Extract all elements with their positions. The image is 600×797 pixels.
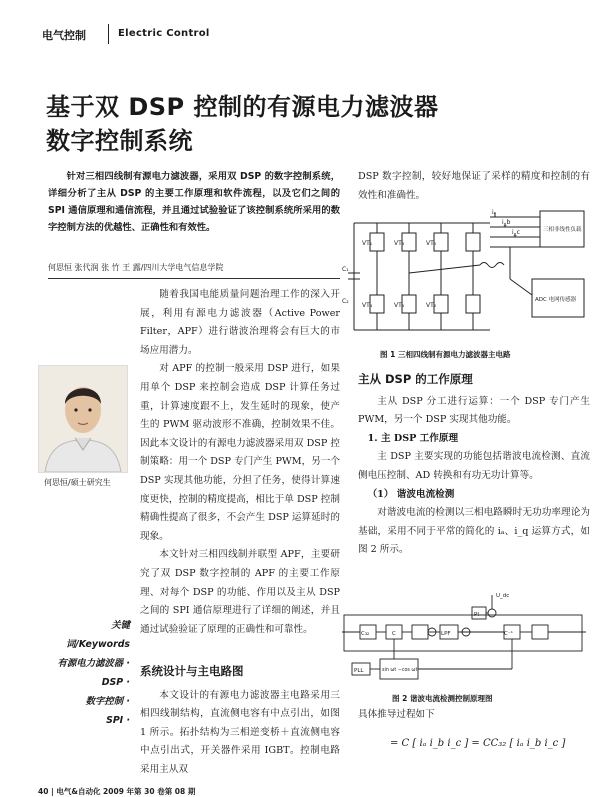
header-divider [108,24,109,44]
label-cinv: C⁻¹ [504,631,513,637]
abstract: 针对三相四线制有源电力滤波器，采用双 DSP 的数字控制系统，详细分析了主从 DSP 的主要工作原理和软件流程，以及它们之间的 SPI 通信原理和通信流程，并且通过试验验证了该控制系统所采用的数字控制方法的优越性、正确性和有效性。 [48,171,340,233]
label-c32: C₃₂ [361,631,370,637]
svg-text:VT₆: VT₆ [394,302,405,309]
label-udc: U_dc [496,593,510,599]
title-line-1: 基于双 DSP 控制的有源电力滤波器 [46,93,439,121]
paragraph: 随着我国电能质量问题治理工作的深入开展，利用有源电力滤波器（Active Power Filter，APF）进行谐波治理将会有巨大的市场应用潜力。 [140,289,340,356]
svg-text:VT₂: VT₂ [426,302,437,309]
label-c: C [392,631,396,637]
section-heading: 主从 DSP 的工作原理 [358,372,473,386]
svg-text:VT₄: VT₄ [362,302,373,309]
paragraph: 主 DSP 主要实现的功能包括谐波电流检测、直流侧电压控制、AD 转换和有功无功计算等。 [358,451,590,481]
label-ia: iₐ [492,209,497,216]
author-rule [48,278,340,279]
paragraph: 本文针对三相四线制并联型 APF，主要研究了双 DSP 数字控制的 APF 的主要工作原理、对每个 DSP 的功能、作用以及主从 DSP 之间的 SPI 通信原理进行了详细的阐述，并且通过试验验证了原理的正确性和可靠性。 [140,549,340,635]
svg-text:VT₃: VT₃ [394,240,405,247]
svg-text:C₁: C₁ [342,266,349,273]
figure-2-caption: 图 2 谐波电流检测控制原理图 [392,694,493,703]
keyword-item: 数字控制 · [85,696,130,707]
intro-body [140,286,340,639]
equation-matrix: = C [ iₐ i_b i_c ] = CC₃₂ [ iₐ i_b i_c ] [390,738,566,749]
section-heading: 系统设计与主电路图 [140,664,244,678]
label-pi: PI [474,612,479,618]
paragraph: 主从 DSP 分工进行运算：一个 DSP 专门产生 PWM，另一个 DSP 实现其他功能。 [358,395,590,426]
col2-principle [358,370,590,560]
svg-text:VT₁: VT₁ [362,240,373,247]
label-lpf: LPF [441,631,451,637]
section-category-en: Electric Control [118,28,210,39]
keyword-item: SPI · [106,715,130,726]
paragraph: 具体推导过程如下 [358,709,435,720]
col2-intro [358,168,590,205]
subheading: 1. 主 DSP 工作原理 [367,432,459,444]
label-sincos: sin ωt −cos ωt [382,668,418,673]
figure-1-caption: 图 1 三相四线制有源电力滤波器主电路 [380,350,511,359]
figure-1-circuit [340,205,590,340]
keywords-label: 关键词/Keywords [65,620,130,650]
keyword-item: 有源电力滤波器 · [57,658,130,669]
figure-2-block-diagram [340,585,590,685]
paragraph: 对谐波电流的检测以三相电路瞬时无功功率理论为基础，采用不同于平常的简化的 iₐ、i_q 运算方式，如图 2 所示。 [358,507,590,556]
col2-derivation [358,706,590,725]
section-system-design [140,662,340,780]
svg-text:VT₅: VT₅ [426,240,437,247]
label-load: 三相非线性负载 [543,227,582,233]
keywords [48,616,130,730]
keyword-item: DSP · [101,677,130,688]
label-controller: ADC 电网传感器 [535,297,577,303]
author-photo [38,365,128,473]
label-ib: i_b [502,219,511,226]
title-line-2: 数字控制系统 [46,127,193,155]
authors: 何思恒 张代润 张 竹 王 露/四川大学电气信息学院 [48,263,224,272]
photo-caption: 何思恒/硕士研究生 [44,478,111,487]
article-title [46,90,466,158]
paragraph: 对 APF 的控制一般采用 DSP 进行，如果用单个 DSP 来控制会造成 DSP 计算任务过重，计算速度跟不上，发生延时的现象，使产生的 PWM 驱动波形不准确，控制效果不佳。因此本文设计的有源电力滤波器采用双 DSP 控制策略：用一个 DSP 专门产生 PWM，另一个 DSP 实现其他功能，分担了任务，使得计算速度更快，控制的精度提高，相比于单 DSP 控制精确性提高了很多，不会产生 DSP 运算延时的现象。 [140,363,340,542]
paragraph: DSP 数字控制，较好地保证了采样的精度和控制的有效性和准确性。 [358,171,590,201]
page-footer: 40 | 电气&自动化 2009 年第 30 卷第 08 期 [38,787,196,796]
label-ic: i_c [512,229,520,236]
section-category: 电气控制 [42,29,86,42]
label-pll: PLL [354,668,364,674]
author-portrait-icon [39,366,127,472]
paragraph: 本文设计的有源电力滤波器主电路采用三相四线制结构，直流侧电容有中点引出，如图 1 所示。拓扑结构为三相逆变桥＋直流侧电容中点引出式，开关器件采用 IGBT。控制电路采用主从双 [140,689,340,775]
svg-text:C₂: C₂ [342,298,349,305]
subheading: （1） 谐波电流检测 [367,488,455,500]
